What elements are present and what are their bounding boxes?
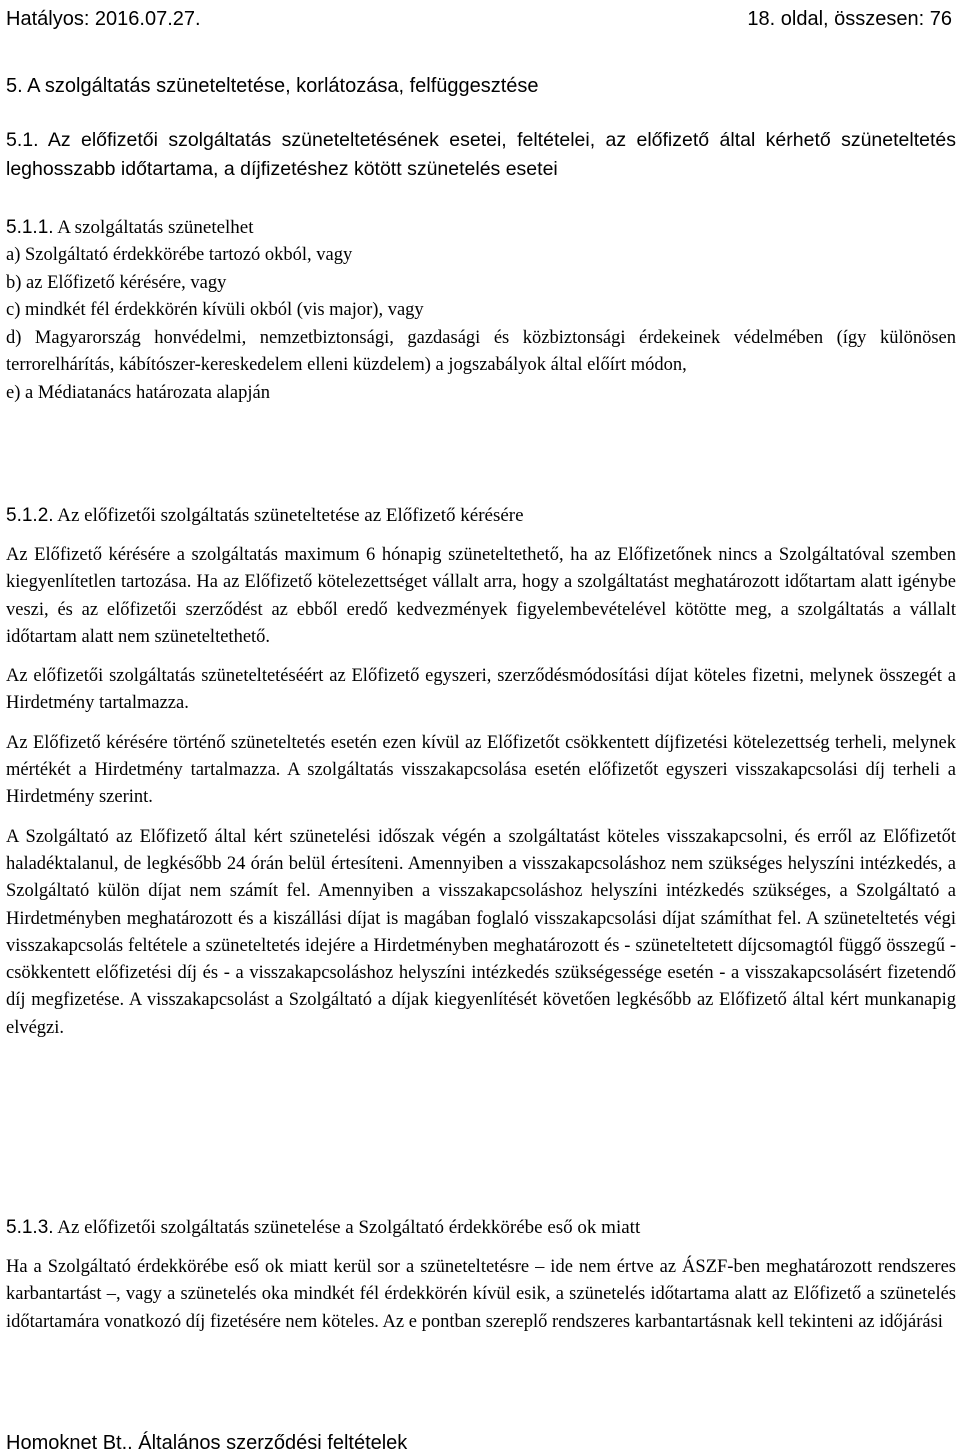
section-number: 5.1.3. [6,1217,54,1238]
list-item: c) mindkét fél érdekkörén kívüli okból (vis major), vagy [6,300,424,320]
paragraph: Az Előfizető kérésére a szolgáltatás maximum 6 hónapig szüneteltethető, ha az Előfizetőnek nincs a Szolgáltatóval szemben kiegyenlítetlen tartozása. Ha az Előfizető kötelezettséget vállalt arra, hogy a szolgáltatást meghatározott időtartam alatt igénybe veszi, és az előfizetői szerződést az ebből eredő kedvezmények figyelembevételével kötötte meg, a szolgáltatás a vállalt időtartam alatt nem szüneteltethető. [6,545,956,647]
page-footer: Homoknet Bt.. Általános szerződési feltételek [6,1432,408,1454]
paragraph: Az Előfizető kérésére történő szüneteltetés esetén ezen kívül az Előfizetőt csökkentett díjfizetési kötelezettség terheli, melynek mértékét a Hirdetmény tartalmazza. A szolgáltatás visszakapcsolása esetén előfizetőt egyszeri visszakapcsolási díj terheli a Hirdetmény szerint. [6,732,956,808]
list-item: e) a Médiatanács határozata alapján [6,382,270,403]
section-5-1-2 [6,502,956,1042]
section-5-1-1-heading [6,214,956,242]
paragraph: Ha a Szolgáltató érdekkörébe eső ok miatt kerül sor a szüneteltetésre – ide nem értve az ÁSZF-ben meghatározott rendszeres karbantartást –, vagy a szünetelés oka mindkét fél érdekkörén kívül esik, a szünetelés időtartama alatt az Előfizető a szünetelés időtartamára vonatkozó díj fizetésére nem köteles. Az e pontban szereplő rendszeres karbantartásnak kell tekinteni az időjárási [6,1257,956,1332]
section-5-1-heading: 5.1. Az előfizetői szolgáltatás szüneteltetésének esetei, feltételei, az előfizető által kérhető szüneteltetés leghosszabb időtartama, a díjfizetéshez kötött szünetelés esetei [6,129,956,180]
list-item: a) Szolgáltató érdekkörébe tartozó okból, vagy [6,245,353,265]
section-5-1-2-heading [6,502,956,530]
page-number: 18. oldal, összesen: 76 [747,8,952,30]
effective-date: Hatályos: 2016.07.27. [6,8,201,30]
page-header [6,6,956,32]
paragraph: A Szolgáltató az Előfizető által kért szünetelési időszak végén a szolgáltatást köteles visszakapcsolni, és erről az Előfizetőt haladéktalanul, de legkésőbb 24 órán belül értesíteni. Amennyiben a visszakapcsoláshoz nem szükséges helyszíni intézkedés, a Szolgáltató külön díjat nem számít fel. Amennyiben a visszakapcsoláshoz helyszíni intézkedés szükséges, a Szolgáltató a Hirdetményben meghatározott és a kiszállási díjat is magában foglaló visszakapcsolási díjat számíthat fel. A szüneteltetés végi visszakapcsolás feltétele a szüneteltetés idejére a Hirdetményben meghatározott és - szüneteltetett díjcsomagtól függő összegű - csökkentett előfizetési díj és - a visszakapcsoláshoz helyszíni intézkedés szükségessége esetén - a visszakapcsolásért fizetendő díj megfizetése. A visszakapcsolást a Szolgáltató a díjak kiegyenlítését követően legkésőbb az Előfizető által kért munkanapig elvégzi. [6,826,956,1038]
list-item: d) Magyarország honvédelmi, nemzetbiztonsági, gazdasági és közbiztonsági érdekeinek védelmében (így különösen terrorelhárítás, kábítószer-kereskedelem elleni küzdelem) a jogszabályok által előírt módon, [6,327,956,375]
section-5-1-1 [6,214,956,407]
section-number: 5.1.1. [6,217,54,238]
section-number: 5.1.2. [6,505,54,526]
section-5-1-3-heading [6,1214,956,1242]
section-title: Az előfizetői szolgáltatás szüneteltetése az Előfizető kérésére [57,505,524,526]
section-5-1-3 [6,1214,956,1336]
list-item: b) az Előfizető kérésére, vagy [6,272,227,293]
document-page [6,0,956,1456]
section-title: Az előfizetői szolgáltatás szünetelése a Szolgáltató érdekkörébe eső ok miatt [57,1217,641,1238]
section-title: A szolgáltatás szünetelhet [57,217,254,238]
paragraph: Az előfizetői szolgáltatás szüneteltetéséért az Előfizető egyszeri, szerződésmódosítási díjat köteles fizetni, melynek összegét a Hirdetmény tartalmazza. [6,666,956,714]
section-5-heading: 5. A szolgáltatás szüneteltetése, korlátozása, felfüggesztése [6,75,539,97]
